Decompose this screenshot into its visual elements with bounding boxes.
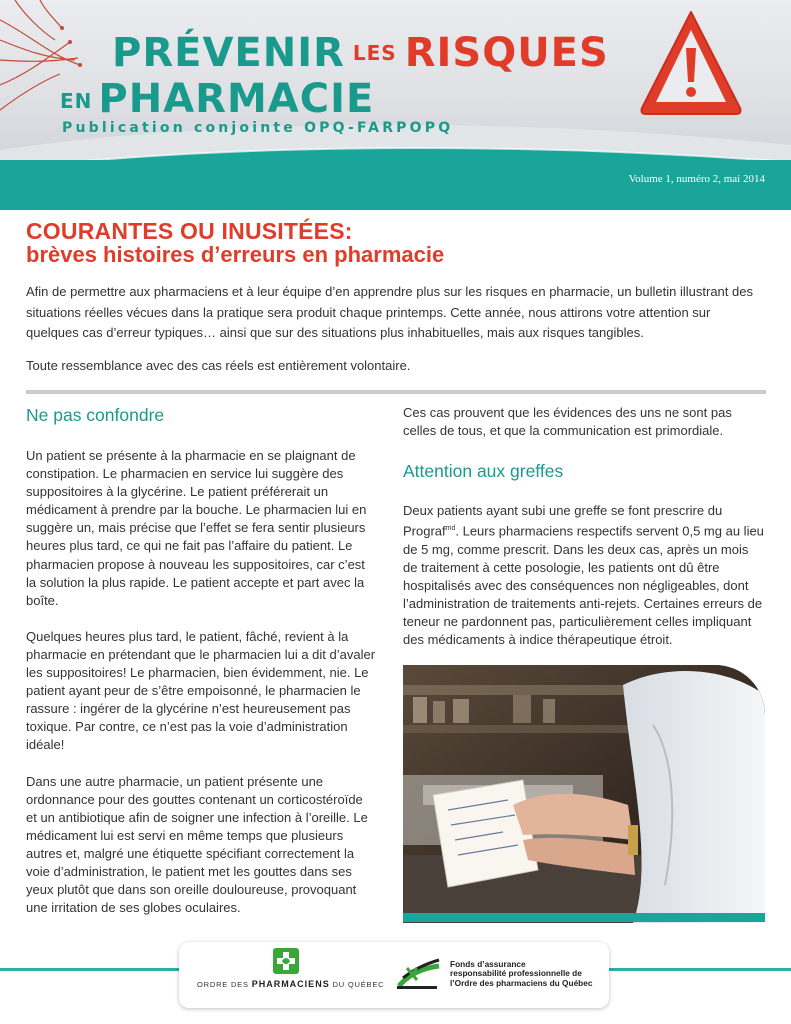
- banner-title-line-1: [112, 30, 609, 76]
- opq-name: [197, 979, 384, 989]
- farpopq-line-3: l’Ordre des pharmaciens du Québec: [450, 977, 593, 988]
- right-paragraph-greffes: [403, 502, 765, 649]
- right-paragraph-start: Deux patients ayant subi une greffe se font prescrire du Prograf: [403, 503, 723, 539]
- disclaimer-note: Toute ressemblance avec des cas réels est entièrement volontaire.: [26, 358, 411, 373]
- right-column-body: [403, 502, 765, 649]
- opq-name-prefix: ORDRE DES: [197, 980, 249, 989]
- banner-title-word-prevenir: PRÉVENIR: [112, 30, 345, 76]
- banner-title-word-les: LES: [352, 41, 397, 65]
- photo-accent-bar: [403, 913, 765, 922]
- opq-name-main: PHARMACIENS: [251, 979, 330, 989]
- right-paragraph-end: . Leurs pharmaciens respectifs servent 0,5 mg au lieu de 5 mg, comme prescrit. Dans les deux cas, après un mois de traitement à cette posologie, les patients ont dû être hospitalisés avec des conséquences non négligeables, dont l’administration de traitements anti-rejets. Certaines erreurs de teneur ne pardonnent pas, particulièrement celles impliquant des médicaments à indice thérapeutique étroit.: [403, 523, 764, 648]
- section-heading-attention-aux-greffes: Attention aux greffes: [403, 461, 564, 482]
- right-intro-paragraph: Ces cas prouvent que les évidences des uns ne sont pas celles de tous, et que la communication est primordiale.: [403, 405, 732, 439]
- left-paragraph-1: Un patient se présente à la pharmacie en se plaignant de constipation. Le pharmacien en service lui suggère des suppositoires à la glycérine. Le patient préférerait un médicament à prendre par la bouche. Le pharmacien lui en suggère un, mais précise que l’effet se fera sentir plusieurs heures plus tard, ce qui ne fait pas l’affaire du patient. Le pharmacien propose à nouveau les suppositoires, car c’est la solution la plus rapide. Le patient accepte et part avec la boîte.: [26, 448, 367, 608]
- trademark-symbol: md: [445, 525, 456, 533]
- farpopq-line-1: Fonds d’assurance: [450, 959, 526, 969]
- farpopq-name: [450, 960, 610, 988]
- right-column: [403, 404, 765, 649]
- banner-subtitle: Publication conjointe OPQ-FARPOPQ: [62, 120, 454, 136]
- left-column-body: [26, 447, 376, 917]
- banner-title-word-en: EN: [60, 89, 93, 113]
- left-column: [26, 404, 376, 935]
- banner-title-word-risques: RISQUES: [404, 30, 609, 76]
- section-divider: [26, 390, 766, 394]
- pharmacy-photo: [403, 665, 765, 923]
- left-paragraph-2: Quelques heures plus tard, le patient, fâché, revient à la pharmacie en prétendant que le pharmacien lui a dit d’avaler les suppositoires! Le pharmacien, bien évidemment, nie. Le patient ayant peur de s’être empoisonné, le pharmacien le rassure : ingérer de la glycérine n’est heureusement pas toxique. Par contre, ce n’est pas la voie d’administration idéale!: [26, 628, 376, 753]
- warning-triangle-icon: [636, 4, 746, 124]
- left-paragraph-3: Dans une autre pharmacie, un patient présente une ordonnance pour des gouttes contenant un corticostéroïde et un antibiotique afin de soigner une infection à l’oreille. Le médicament lui est servi en même temps que plusieurs autres et, malgré une étiquette spécifiant correctement la voie d’administration, le patient met les gouttes dans ses yeux plutôt que dans son oreille douloureuse, provoquant une irritation de ses globes oculaires.: [26, 773, 368, 916]
- pharmacist-prescription-illustration: [403, 665, 765, 923]
- footer-logos-box: [179, 942, 609, 1008]
- intro-paragraph: Afin de permettre aux pharmaciens et à leur équipe d’en apprendre plus sur les risques en pharmacie, un bulletin illustrant des situations réelles vécues dans la pratique sera produit chaque printemps. Cette année, nous attirons votre attention sur quelques cas d’erreur typiques… ainsi que sur des situations plus inhabituelles, mais aux risques tangibles.: [26, 284, 753, 340]
- main-subheading: brèves histoires d’erreurs en pharmacie: [26, 242, 445, 267]
- farpopq-logo-icon: [395, 956, 443, 992]
- main-heading: COURANTES OU INUSITÉES:: [26, 218, 353, 244]
- opq-logo-icon: [273, 948, 299, 974]
- farpopq-line-2: responsabilité professionnelle de: [450, 968, 582, 979]
- section-heading-ne-pas-confondre: Ne pas confondre: [26, 405, 165, 425]
- banner-title-word-pharmacie: PHARMACIE: [98, 76, 375, 122]
- banner-title-line-2: [60, 76, 374, 122]
- volume-info: Volume 1, numéro 2, mai 2014: [628, 173, 765, 185]
- opq-name-suffix: DU QUÉBEC: [332, 980, 385, 989]
- right-column-intro: [403, 404, 765, 440]
